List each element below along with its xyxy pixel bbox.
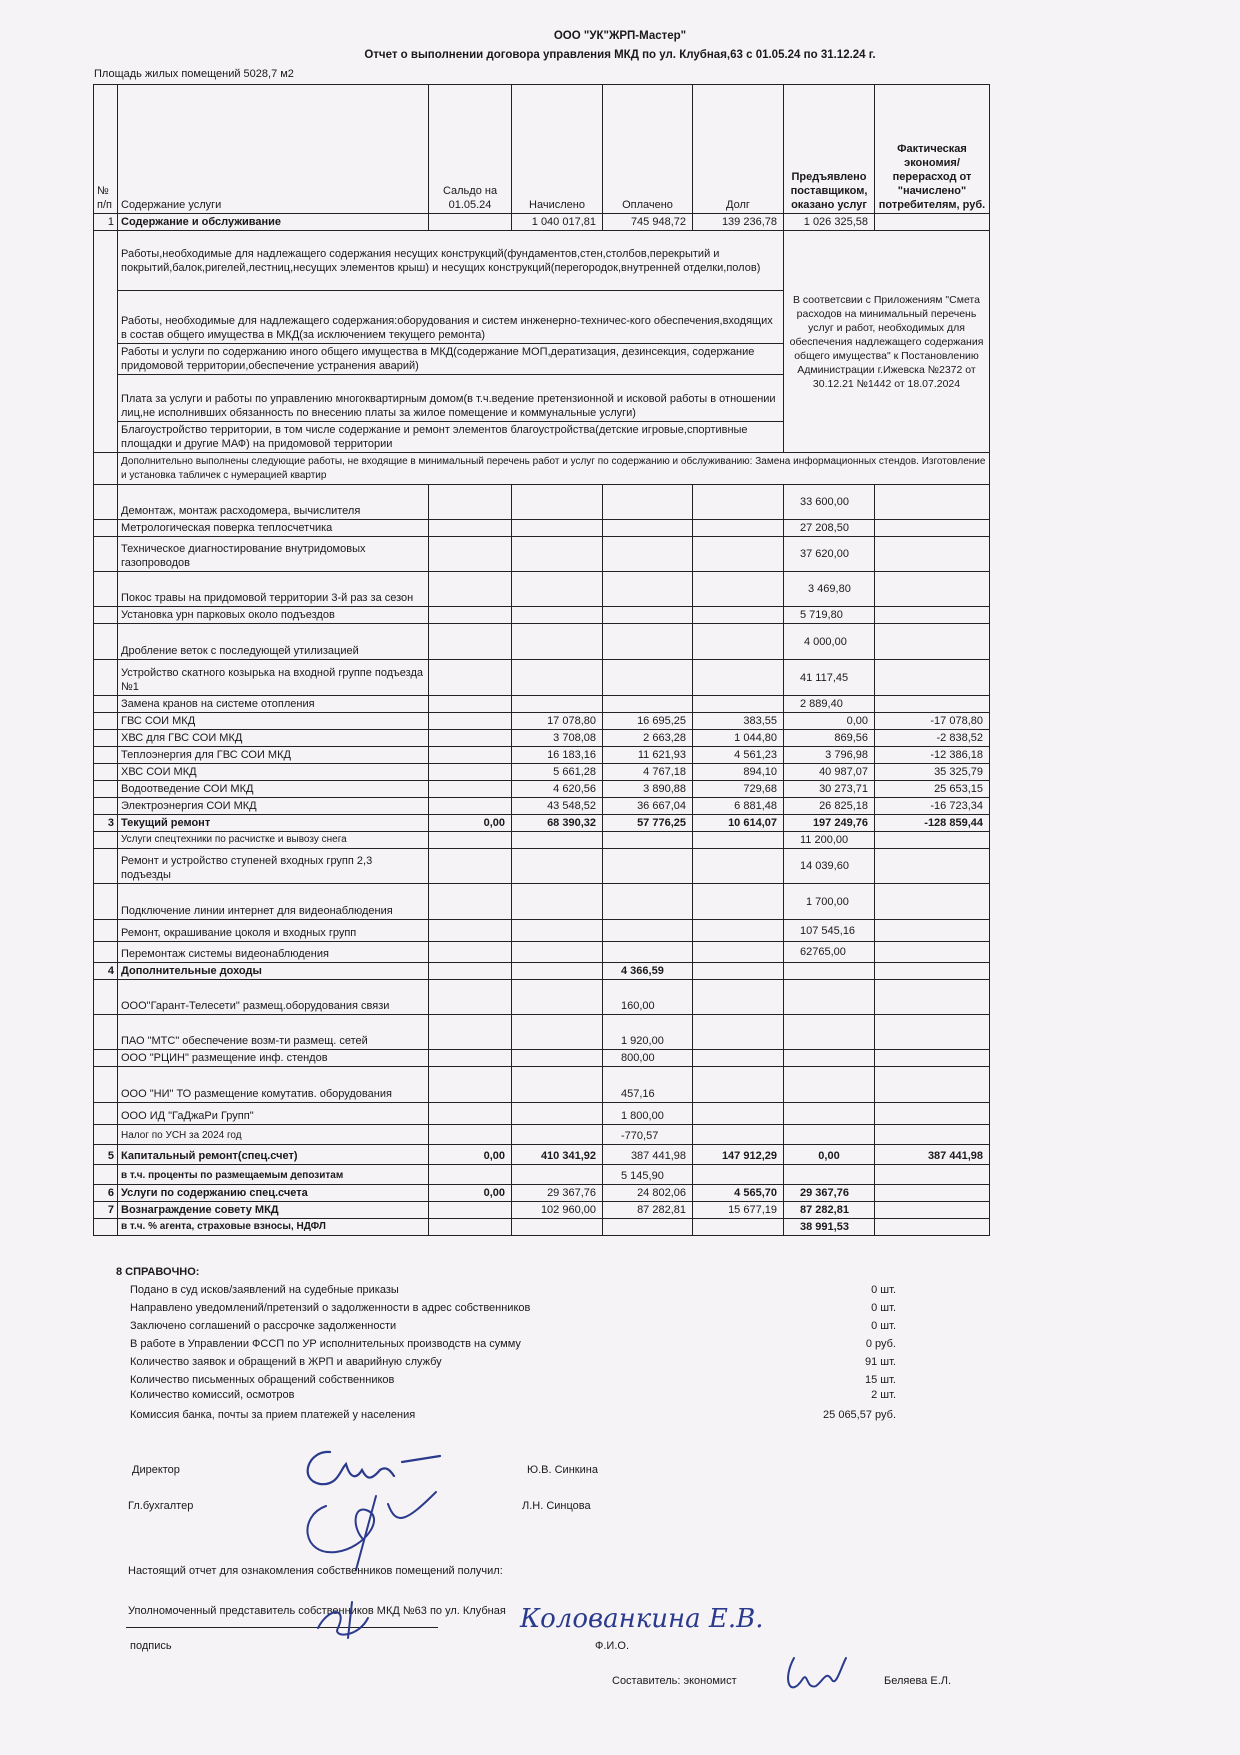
- regulation-note: В соответсвии с Приложениям "Смета расходов на минимальный перечень услуг и работ, необходимых для обеспечения надлежащего содержания общего имущества" к Постановлению Администрации г.Ижевска №2372 от 30.12.21 №1442 от 18.07.2024: [784, 231, 990, 453]
- accountant-signature-icon: [296, 1486, 446, 1576]
- extra-row: Замена кранов на системе отопления 2 889,40: [94, 696, 990, 713]
- header-row: [94, 85, 990, 214]
- works-row: Работы, необходимые для надлежащего содержания:оборудования и систем инженерно-техничес-кого обеспечения,входящих в состав общего имущества в МКД(за исключением текущего ремонта): [94, 291, 990, 344]
- repair-row: Услуги спецтехники по расчистке и вывозу снега 11 200,00: [94, 832, 990, 849]
- reference-row: Заключено соглашений о рассрочке задолженности 0 шт.: [130, 1320, 896, 1332]
- extra-row: Метрологическая поверка теплосчетчика 27 208,50: [94, 520, 990, 537]
- works-row: Работы,необходимые для надлежащего содержания несущих конструкций(фундаментов,стен,столбов,перекрытий и покрытий,балок,ригелей,лестниц,несущих элементов крыш) и несущих конструкций(перегородок,внутренней отделки,полов) В соответсвии с Приложениям "Смета расходов на минимальный перечень услуг и работ, необходимых для обеспечения надлежащего содержания общего имущества" к Постановлению Администрации г.Ижевска №2372 от 30.12.21 №1442 от 18.07.2024: [94, 231, 990, 291]
- section5-row: 5 Капитальный ремонт(спец.счет) 0,00 410 341,92 387 441,98 147 912,29 0,00 387 441,98: [94, 1145, 990, 1165]
- col-charged: Начислено: [512, 85, 603, 214]
- col-no: № п/п: [94, 85, 118, 214]
- repair-row: Ремонт и устройство ступеней входных групп 2,3 подъезды 14 039,60: [94, 849, 990, 884]
- income-row: Налог по УСН за 2024 год -770,57: [94, 1125, 990, 1145]
- extra-row: Устройство скатного козырька на входной группе подъезда №1 41 117,45: [94, 660, 990, 696]
- additional-intro-row: Дополнительно выполнены следующие работы, не входящие в минимальный перечень работ и услуг по содержанию и обслуживанию: Замена информационных стендов. Изготовление и установка табличек с нумерацией квартир: [94, 453, 990, 485]
- representative-fio-handwritten: Колованкина Е.В.: [520, 1604, 764, 1634]
- works-row: Благоустройство территории, в том числе содержание и ремонт элементов благоустройства(детские игровые,спортивные площадки и другие МАФ) на придомовой территории: [94, 422, 990, 453]
- fio-label: Ф.И.О.: [595, 1640, 629, 1652]
- utility-row: ХВС для ГВС СОИ МКД 3 708,08 2 663,28 1 044,80 869,56 -2 838,52: [94, 730, 990, 747]
- col-balance: Сальдо на 01.05.24: [429, 85, 512, 214]
- repair-row: Перемонтаж системы видеонаблюдения 62765,00: [94, 942, 990, 963]
- reference-row: В работе в Управлении ФССП по УР исполнительных производств на сумму 0 руб.: [130, 1338, 896, 1350]
- compiler-signature-icon: [780, 1650, 850, 1700]
- received-text: Настоящий отчет для ознакомления собственников помещений получил:: [128, 1565, 503, 1577]
- income-row: ООО"Гарант-Телесети" размещ.оборудования связи 160,00: [94, 980, 990, 1015]
- report-title: Отчет о выполнении договора управления МКД по ул. Клубная,63 с 01.05.24 по 31.12.24 г.: [364, 49, 876, 61]
- report-table: [93, 84, 990, 1236]
- col-service: Содержание услуги: [118, 85, 429, 214]
- works-row: Плата за услуги и работы по управлению многоквартирным домом(в т.ч.ведение претензионной и исковой работы в отношении лиц,не исполнивших обязанность по внесению платы за жилое помещение и коммунальные услуги): [94, 375, 990, 422]
- col-economy: Фактическая экономия/перерасход от "начислено" потребителям, руб.: [875, 85, 990, 214]
- col-debt: Долг: [693, 85, 784, 214]
- director-name: Ю.В. Синкина: [527, 1464, 598, 1476]
- section5-sub-row: в т.ч. проценты по размещаемым депозитам 5 145,90: [94, 1165, 990, 1185]
- reference-row: Количество письменных обращений собственников 15 шт.: [130, 1374, 896, 1386]
- reference-row: Количество комиссий, осмотров 2 шт.: [130, 1389, 896, 1401]
- reference-row: Направлено уведомлений/претензий о задолженности в адрес собственников 0 шт.: [130, 1302, 896, 1314]
- section4-row: 4 Дополнительные доходы 4 366,59: [94, 963, 990, 980]
- section6-row: 6 Услуги по содержанию спец.счета 0,00 29 367,76 24 802,06 4 565,70 29 367,76: [94, 1185, 990, 1202]
- utility-row: Теплоэнергия для ГВС СОИ МКД 16 183,16 11 621,93 4 561,23 3 796,98 -12 386,18: [94, 747, 990, 764]
- section1-row: 1 Содержание и обслуживание 1 040 017,81 745 948,72 139 236,78 1 026 325,58: [94, 214, 990, 231]
- repair-row: Подключение линии интернет для видеонаблюдения 1 700,00: [94, 884, 990, 920]
- reference-row: Количество заявок и обращений в ЖРП и аварийную службу 91 шт.: [130, 1356, 896, 1368]
- reference-title: 8 СПРАВОЧНО:: [116, 1266, 200, 1278]
- utility-row: Электроэнергия СОИ МКД 43 548,52 36 667,04 6 881,48 26 825,18 -16 723,34: [94, 798, 990, 815]
- section7-row: 7 Вознаграждение совету МКД 102 960,00 87 282,81 15 677,19 87 282,81: [94, 1202, 990, 1219]
- company-name: ООО "УК"ЖРП-Мастер": [553, 30, 687, 42]
- income-row: ООО "РЦИН" размещение инф. стендов 800,00: [94, 1050, 990, 1067]
- extra-row: Техническое диагностирование внутридомовых газопроводов 37 620,00: [94, 537, 990, 572]
- signature-label: подпись: [130, 1640, 172, 1652]
- representative-text: Уполномоченный представитель собственников МКД №63 по ул. Клубная: [128, 1605, 506, 1617]
- section3-row: 3 Текущий ремонт 0,00 68 390,32 57 776,25 10 614,07 197 249,76 -128 859,44: [94, 815, 990, 832]
- utility-row: Водоотведение СОИ МКД 4 620,56 3 890,88 729,68 30 273,71 25 653,15: [94, 781, 990, 798]
- income-row: ПАО "МТС" обеспечение возм-ти размещ. сетей 1 920,00: [94, 1015, 990, 1050]
- reference-row: Подано в суд исков/заявлений на судебные приказы 0 шт.: [130, 1284, 896, 1296]
- living-area: Площадь жилых помещений 5028,7 м2: [94, 68, 294, 80]
- extra-row: Демонтаж, монтаж расходомера, вычислителя 33 600,00: [94, 485, 990, 520]
- compiler-label: Составитель: экономист: [612, 1675, 737, 1687]
- director-label: Директор: [132, 1464, 180, 1476]
- utility-row: ГВС СОИ МКД 17 078,80 16 695,25 383,55 0,00 -17 078,80: [94, 713, 990, 730]
- accountant-name: Л.Н. Синцова: [522, 1500, 591, 1512]
- compiler-name: Беляева Е.Л.: [884, 1675, 952, 1687]
- accountant-label: Гл.бухгалтер: [128, 1500, 194, 1512]
- extra-row: Дробление веток с последующей утилизацией 4 000,00: [94, 624, 990, 660]
- income-row: ООО "НИ" ТО размещение комутатив. оборудования 457,16: [94, 1067, 990, 1103]
- works-row: Работы и услуги по содержанию иного общего имущества в МКД(содержание МОП,дератизация, дезинсекция, содержание придомовой территории,обеспечение устранения аварий): [94, 344, 990, 375]
- extra-row: Покос травы на придомовой территории 3-й раз за сезон 3 469,80: [94, 572, 990, 607]
- representative-signature-icon: [308, 1598, 388, 1642]
- signature-line: [126, 1627, 438, 1628]
- col-paid: Оплачено: [603, 85, 693, 214]
- reference-row: Комиссия банка, почты за прием платежей у населения 25 065,57 руб.: [130, 1409, 896, 1421]
- extra-row: Установка урн парковых около подъездов 5 719,80: [94, 607, 990, 624]
- repair-row: Ремонт, окрашивание цоколя и входных групп 107 545,16: [94, 920, 990, 942]
- section7-sub-row: в т.ч. % агента, страховые взносы, НДФЛ 38 991,53: [94, 1219, 990, 1236]
- income-row: ООО ИД "ГаДжаРи Групп" 1 800,00: [94, 1103, 990, 1125]
- col-supplier: Предъявлено поставщиком, оказано услуг: [784, 85, 875, 214]
- utility-row: ХВС СОИ МКД 5 661,28 4 767,18 894,10 40 987,07 35 325,79: [94, 764, 990, 781]
